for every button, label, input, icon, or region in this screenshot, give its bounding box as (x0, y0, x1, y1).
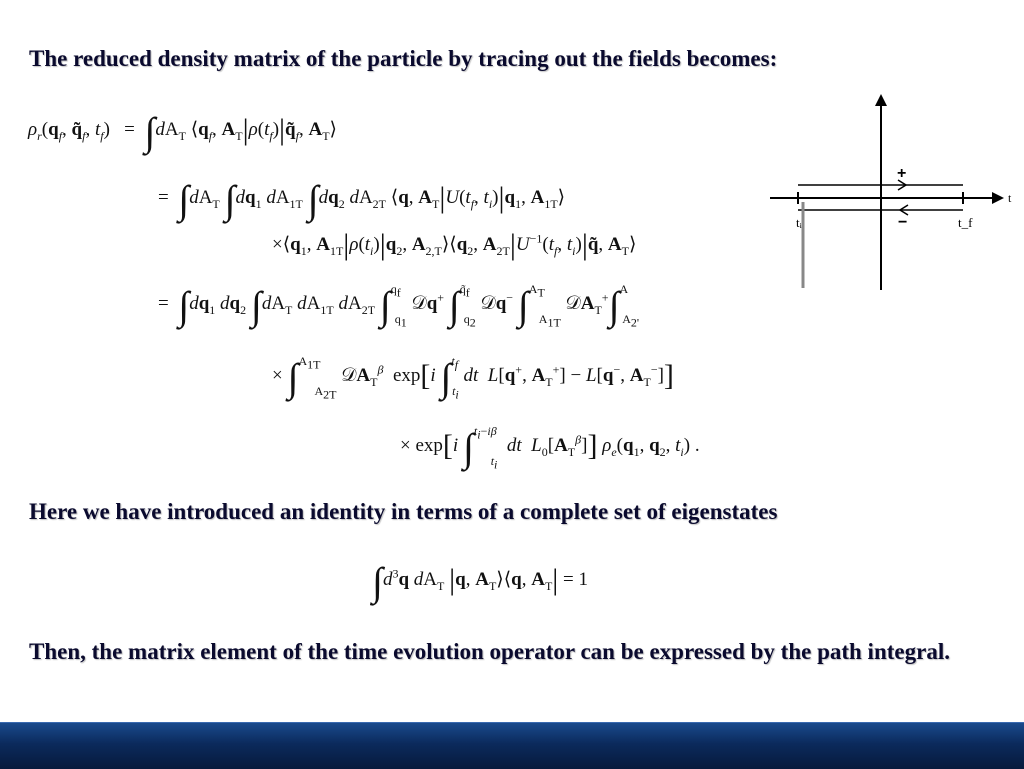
equation-identity: $\int d^3q$ $dA_T$ |q, $A_T⟩⟨q$, $A_T| = 1$ (372, 559, 589, 604)
minus-label: − (898, 214, 908, 231)
equation-line-4: = $\int dq_1$ $dq_2$ $\int dA_T$ $dA_{1T}$ $dA_{2T}$ ∫$^{q_f}_{q_1}$ 𝒟q+ ∫$^{q̃_f}_{q_2}$ 𝒟q− ∫$^{A_T}_{A_{1T}}$ 𝒟A$_T$+∫$^A_{A_{2'}}$ (158, 282, 640, 330)
tf-label: t_f (958, 215, 973, 230)
ti-label: tᵢ (796, 215, 802, 230)
horizontal-axis-arrowhead (992, 192, 1004, 204)
footer-bar (0, 722, 1024, 769)
heading-path-integral: Then, the matrix element of the time evolution operator can be expressed by the path integral. (29, 639, 950, 664)
axis-label-t: t (1008, 191, 1012, 205)
heading-identity: Here we have introduced an identity in terms of a complete set of eigenstates (29, 499, 778, 524)
equation-line-5: × ∫$^{A_{1T}}_{A_{2T}}$ 𝒟A$_T^\beta$ exp[i ∫$^{t_f}_{t_i}$ dt L[q+, $A_T^+] - L[q^-$, $A_T^-$]] (272, 354, 674, 402)
equation-line-3: $\times⟨q_1$, $A_{1T}|\rho(t_i)|q_2$, $A_{2,T}⟩⟨q_2$, $A_{2T}|U^{-1}(t_f$, $t_i)|q̃$, $A_T⟩$ (272, 228, 637, 261)
equation-line-2: = $\int dA_T$ $\int dq_1$ $dA_{1T}$ $\int dq_2$ $dA_{2T}$ ⟨q, $A_T|U(t_f$, $t_i)|q_1$, $A_{1T}⟩$ (158, 177, 566, 222)
equation-line-1: $\rho_r(q_f$, $q̃_f$, $t_f) = \int dA_T$ $⟨q_f$, $A_T|\rho(t_f)|q̃_f$, $A_T⟩$ (28, 109, 337, 154)
plus-label: + (897, 165, 907, 182)
time-contour-diagram (770, 92, 1020, 292)
vertical-axis-arrowhead (875, 94, 887, 106)
equation-line-6: × exp[i ∫$^{t_i-i\beta}_{t_i}$ dt $L_0[A_T^\beta]$] $\rho_e(q_1$, $q_2$, $t_i$) . (400, 424, 700, 472)
heading-reduced-density-matrix: The reduced density matrix of the particle by tracing out the fields becomes: (29, 46, 778, 71)
